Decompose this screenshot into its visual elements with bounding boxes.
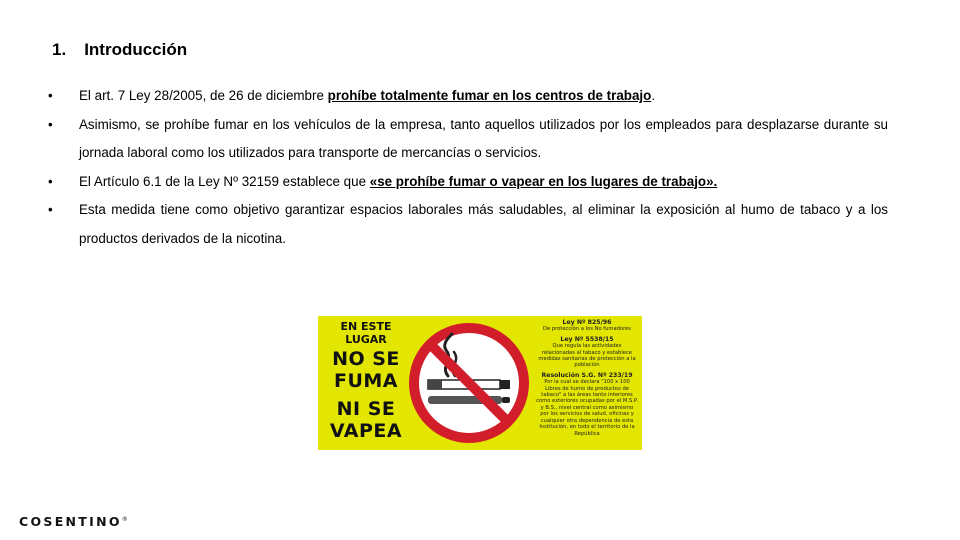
bullet-text-end: . bbox=[651, 88, 656, 103]
bullet-dot: • bbox=[48, 88, 53, 103]
bullet-dot: • bbox=[48, 116, 53, 132]
bullet-emphasis: «se prohíbe fumar o vapear en los lugares de trabajo». bbox=[369, 173, 718, 189]
sign-no-smoking-text: NO SE FUMA bbox=[332, 348, 400, 392]
law-1-text: De protección a los No fumadores bbox=[542, 326, 632, 333]
bullet-text: Asimismo, se prohíbe fumar en los vehículos de la empresa, tanto aquellos utilizados por los empleados para desplazarse durante su jornada laboral como los utilizados para transporte de mercancías o servicios. bbox=[79, 116, 888, 160]
heading-number: 1. bbox=[52, 40, 67, 59]
bullet-item bbox=[48, 196, 888, 253]
bullet-dot: • bbox=[48, 173, 53, 189]
heading-text: Introducción bbox=[84, 40, 188, 59]
bullet-text: Esta medida tiene como objetivo garantizar espacios laborales más saludables, al eliminar la exposición al humo de tabaco y a los productos derivados de la nicotina. bbox=[79, 202, 888, 246]
logo-text: COSENTINO bbox=[19, 514, 122, 529]
no-smoking-no-vaping-icon bbox=[406, 320, 532, 446]
sign-left-text bbox=[324, 320, 408, 442]
sign-legal-text bbox=[536, 320, 638, 437]
sign-no-vaping-text: NI SE VAPEA bbox=[329, 398, 403, 442]
law-2-text: Que regula las actividades relacionadas al tabaco y establece medidas sanitarias de protección a la población bbox=[538, 343, 636, 369]
bullet-list bbox=[48, 82, 888, 253]
bullet-item bbox=[48, 168, 888, 197]
logo-registered-mark: ® bbox=[121, 515, 128, 523]
bullet-item bbox=[48, 111, 888, 168]
resolution-title: Resolución S.G. Nº 233/19 bbox=[541, 371, 633, 379]
bullet-dot: • bbox=[48, 202, 53, 217]
sign-small-text: EN ESTE LUGAR bbox=[340, 320, 392, 346]
bullet-text: El art. 7 Ley 28/2005, de 26 de diciembre bbox=[79, 88, 328, 103]
no-smoking-sign-image bbox=[318, 316, 642, 450]
cosentino-logo bbox=[19, 514, 128, 529]
bullet-emphasis: prohíbe totalmente fumar en los centros de trabajo bbox=[327, 88, 652, 103]
bullet-item bbox=[48, 82, 888, 111]
resolution-text: Por la cual se declara "100 x 100 Libres de humo de productos de tabaco" a las áreas tanto interiores como exteriores ocupadas por el M.S.P. y B.S., nivel central como asimismo por los servicios de salud, oficinas y cualquier otra dependencia de esta Institución, en todo el territorio de la República bbox=[536, 379, 638, 437]
slide-heading bbox=[52, 40, 187, 60]
bullet-text: El Artículo 6.1 de la Ley Nº 32159 establece que bbox=[79, 173, 370, 189]
law-1-title: Ley Nº 825/96 bbox=[562, 319, 612, 326]
law-2-title: Ley Nº 5538/15 bbox=[560, 335, 614, 343]
